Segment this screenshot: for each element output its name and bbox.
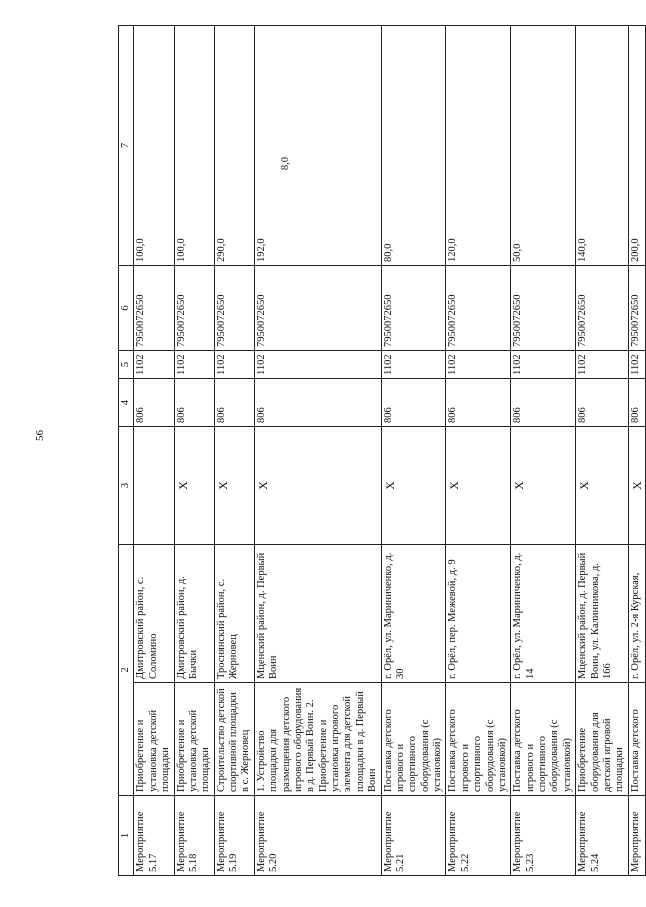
event-id: Мероприятие 5.22	[446, 796, 511, 876]
code-806: 806	[576, 379, 629, 427]
table-row	[134, 26, 174, 876]
code-1102: 1102	[446, 351, 511, 379]
event-location: Троснянский район, с. Жерновец	[214, 545, 254, 683]
code-target: 7950072650	[446, 266, 511, 351]
header-col-7: 7	[119, 26, 134, 266]
event-name: 1. Устройство площадки для размещения детского игрового оборудования в д. Первый Воин. 2. Приобретение и установка игрового элемента для детской площадки в д. Первый Воин	[254, 683, 381, 796]
event-name: Приобретение и установка детской площадки	[134, 683, 174, 796]
code-806: 806	[628, 379, 645, 427]
mark-cell: X	[254, 427, 381, 545]
event-name: Поставка детского	[628, 683, 645, 796]
code-target: 7950072650	[214, 266, 254, 351]
table-row	[446, 26, 511, 876]
amount-value-secondary: 8,0	[280, 157, 292, 171]
table-row	[174, 26, 214, 876]
amount-value: 290,0	[215, 238, 227, 262]
code-target: 7950072650	[254, 266, 381, 351]
header-col-6: 6	[119, 266, 134, 351]
event-location: Дмитровский район, с. Соломино	[134, 545, 174, 683]
code-1102: 1102	[174, 351, 214, 379]
header-col-3: 3	[119, 427, 134, 545]
amount-value: 50,0	[512, 243, 524, 262]
code-1102: 1102	[511, 351, 576, 379]
amount-cell	[628, 26, 645, 266]
amount-value: 200,0	[629, 238, 641, 262]
event-id: Мероприятие 5.20	[254, 796, 381, 876]
code-1102: 1102	[254, 351, 381, 379]
table-row	[214, 26, 254, 876]
amount-cell	[214, 26, 254, 266]
event-name: Поставка детского игрового и спортивного оборудования (с установкой)	[446, 683, 511, 796]
event-name: Строительство детской спортивной площадки в с. Жерновец	[214, 683, 254, 796]
code-target: 7950072650	[381, 266, 446, 351]
amount-value: 140,0	[577, 238, 589, 262]
mark-cell: X	[628, 427, 645, 545]
event-location: г. Орёл, ул. 2-я Курская,	[628, 545, 645, 683]
code-target: 7950072650	[134, 266, 174, 351]
code-target: 7950072650	[628, 266, 645, 351]
table-row	[511, 26, 576, 876]
table-row	[576, 26, 629, 876]
event-location: Дмитровский район, д. Бычки	[174, 545, 214, 683]
event-location: г. Орёл, пер. Межевой, д. 9	[446, 545, 511, 683]
code-target: 7950072650	[576, 266, 629, 351]
mark-cell: X	[381, 427, 446, 545]
code-1102: 1102	[576, 351, 629, 379]
event-location: г. Орёл, ул. Мариниченко, д. 30	[381, 545, 446, 683]
budget-table	[118, 25, 646, 876]
mark-cell: X	[214, 427, 254, 545]
amount-value: 192,0	[255, 238, 267, 262]
event-id: Мероприятие 5.23	[511, 796, 576, 876]
page-number: 56	[34, 430, 46, 441]
event-name: Поставка детского игрового и спортивного оборудования (с установкой)	[381, 683, 446, 796]
amount-value: 100,0	[135, 238, 147, 262]
event-name: Поставка детского игрового и спортивного оборудования (с установкой)	[511, 683, 576, 796]
amount-value: 100,0	[175, 238, 187, 262]
amount-cell	[254, 26, 381, 266]
amount-cell	[446, 26, 511, 266]
event-id: Мероприятие 5.24	[576, 796, 629, 876]
code-1102: 1102	[381, 351, 446, 379]
amount-value: 80,0	[382, 243, 394, 262]
code-806: 806	[214, 379, 254, 427]
mark-cell: X	[174, 427, 214, 545]
code-target: 7950072650	[174, 266, 214, 351]
header-col-2: 2	[119, 545, 134, 796]
amount-cell	[174, 26, 214, 266]
event-id: Мероприятие	[628, 796, 645, 876]
header-row	[119, 26, 134, 876]
rotated-table-wrapper	[118, 26, 644, 876]
mark-cell: X	[511, 427, 576, 545]
code-806: 806	[254, 379, 381, 427]
event-id: Мероприятие 5.18	[174, 796, 214, 876]
event-id: Мероприятие 5.21	[381, 796, 446, 876]
event-id: Мероприятие 5.19	[214, 796, 254, 876]
event-location: Мценский район, д. Первый Воин, ул. Калинникова, д. 166	[576, 545, 629, 683]
code-806: 806	[381, 379, 446, 427]
event-location: г. Орёл, ул. Мариниченко, д. 14	[511, 545, 576, 683]
event-location: Мценский район, д. Первый Воин	[254, 545, 381, 683]
table-row	[254, 26, 381, 876]
header-col-5: 5	[119, 351, 134, 379]
table-row	[381, 26, 446, 876]
header-col-4: 4	[119, 379, 134, 427]
code-806: 806	[511, 379, 576, 427]
code-target: 7950072650	[511, 266, 576, 351]
header-col-1: 1	[119, 796, 134, 876]
code-1102: 1102	[628, 351, 645, 379]
code-1102: 1102	[214, 351, 254, 379]
event-name: Приобретение и установка детской площадки	[174, 683, 214, 796]
amount-cell	[134, 26, 174, 266]
code-806: 806	[446, 379, 511, 427]
amount-cell	[576, 26, 629, 266]
amount-cell	[511, 26, 576, 266]
code-806: 806	[174, 379, 214, 427]
mark-cell: X	[576, 427, 629, 545]
code-1102: 1102	[134, 351, 174, 379]
amount-cell	[381, 26, 446, 266]
event-id: Мероприятие 5.17	[134, 796, 174, 876]
mark-cell	[134, 427, 174, 545]
event-name: Приобретение оборудования для детской игровой площадки	[576, 683, 629, 796]
code-806: 806	[134, 379, 174, 427]
amount-value: 120,0	[447, 238, 459, 262]
mark-cell: X	[446, 427, 511, 545]
table-row	[628, 26, 645, 876]
